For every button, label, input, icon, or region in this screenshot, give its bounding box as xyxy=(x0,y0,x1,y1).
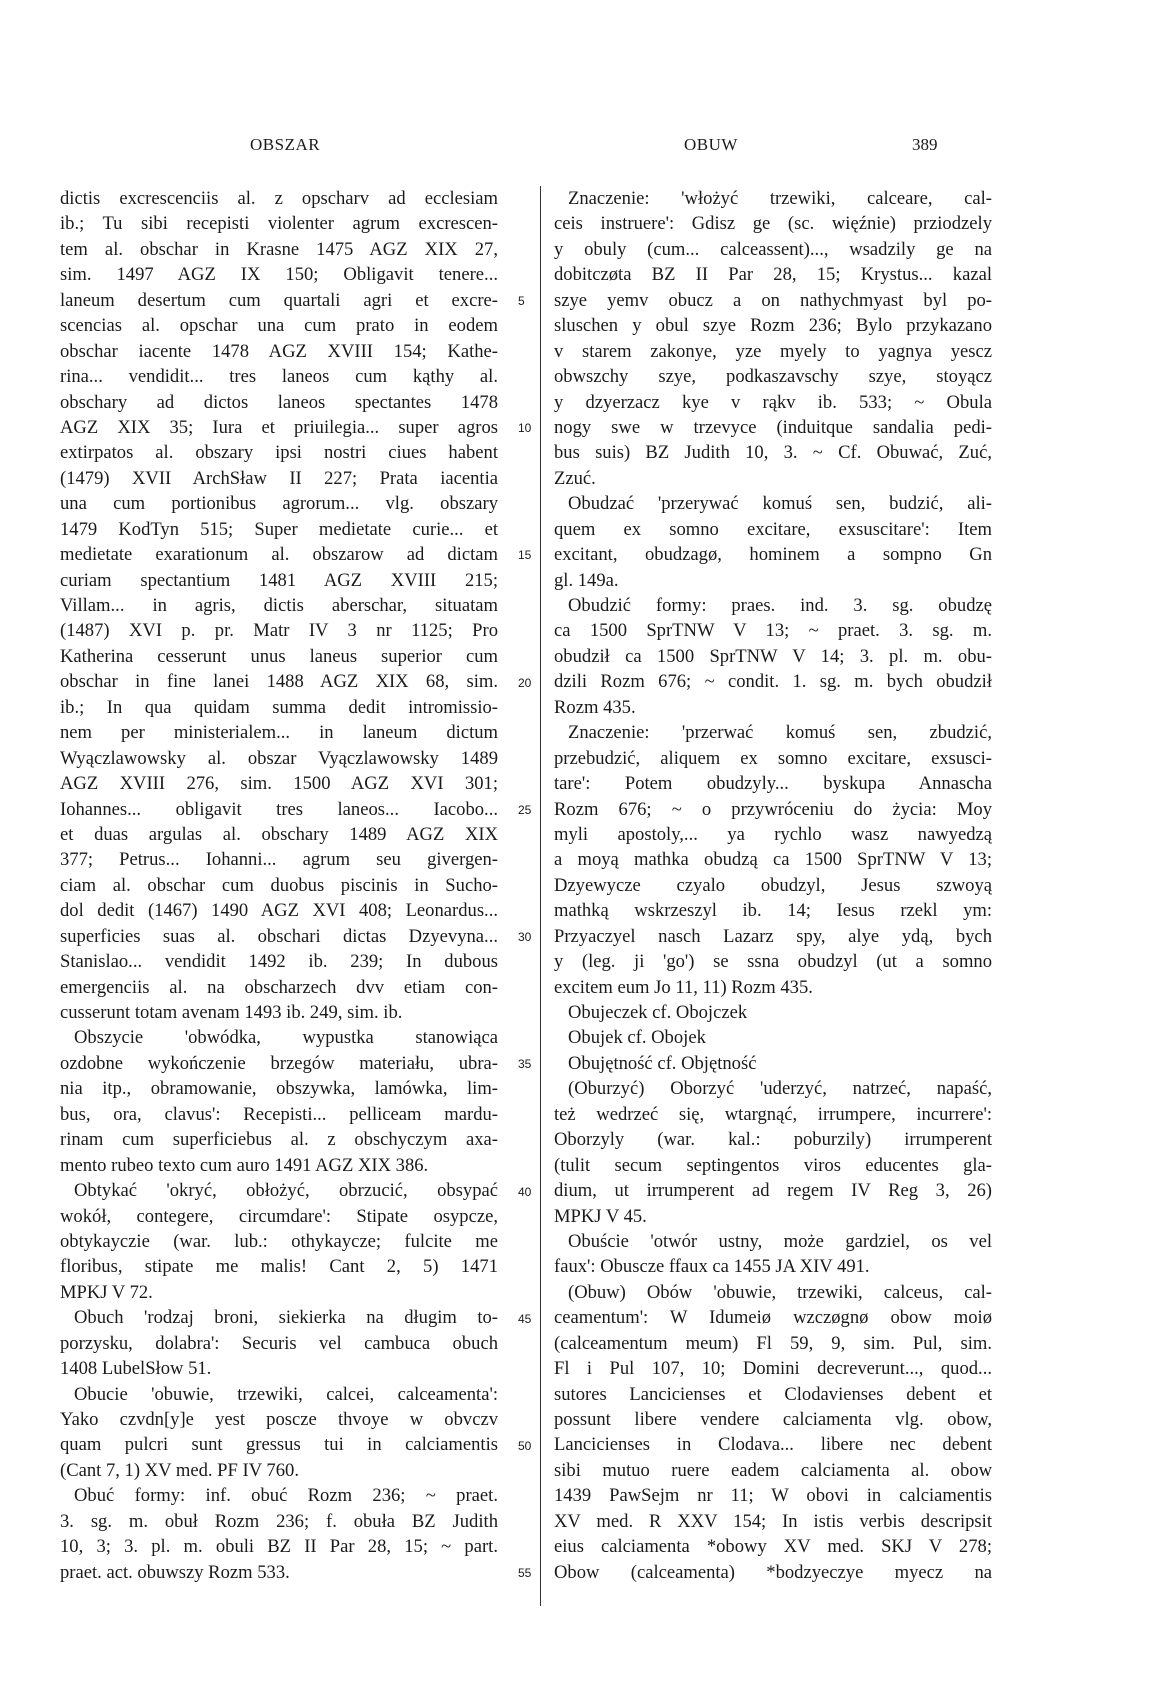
text-line: dol dedit (1467) 1490 AGZ XVI 408; Leonardus... xyxy=(60,900,498,922)
text-line: 1439 PawSejm nr 11; W obovi in calciamentis xyxy=(554,1485,992,1507)
text-line: Yako czvdn[y]e yest poscze thvoye w obvczv xyxy=(60,1409,498,1430)
text-line: dictis excrescenciis al. z opscharv ad ecclesiam xyxy=(60,188,498,209)
text-line: Lancicienses in Clodava... libere nec debent xyxy=(554,1434,992,1456)
text-line: sibi mutuo ruere eadem calciamenta al. obow xyxy=(554,1459,992,1481)
text-line: Obudzić formy: praes. ind. 3. sg. obudzę xyxy=(568,595,992,616)
text-line: 377; Petrus... Iohanni... agrum seu givergen- xyxy=(60,849,498,871)
text-line: ceamentum': W Idumeiø wzczøgnø obow moiø xyxy=(554,1307,992,1329)
running-head-left: OBSZAR xyxy=(250,135,321,154)
text-line: (tulit secum septingentos viros educentes gla- xyxy=(554,1154,992,1176)
text-line: Obujętność cf. Objętność xyxy=(568,1052,757,1074)
page-number: 389 xyxy=(912,135,938,154)
line-number: 10 xyxy=(518,421,532,436)
text-line: (1487) XVI p. pr. Matr IV 3 nr 1125; Pro xyxy=(60,620,498,642)
text-line: medietate exarationum al. obszarow ad dictam xyxy=(60,544,498,566)
text-line: Dzyewycze czyalo obudzyl, Jesus szwoyą xyxy=(554,874,992,896)
text-line: sluschen y obul szye Rozm 236; Bylo przykazano xyxy=(554,315,992,337)
column-rule xyxy=(540,186,541,1606)
line-number: 20 xyxy=(518,675,532,690)
text-line: et duas argulas al. obschary 1489 AGZ XIX xyxy=(60,823,498,845)
text-line: Oborzyly (war. kal.: poburzily) irrumperent xyxy=(554,1129,992,1151)
text-line: AGZ XIX 35; Iura et priuilegia... super agros xyxy=(60,416,498,438)
text-line: quem ex somno excitare, exsuscitare': Item xyxy=(554,518,992,540)
right-column xyxy=(554,186,992,1585)
text-line: Obujek cf. Obojek xyxy=(568,1027,706,1049)
text-line: Obuć formy: inf. obuć Rozm 236; ~ praet. xyxy=(74,1485,498,1507)
text-line: faux': Obuscze ffaux ca 1455 JA XIV 491. xyxy=(554,1256,870,1278)
text-line: floribus, stipate me malis! Cant 2, 5) 1471 xyxy=(60,1256,498,1278)
text-line: una cum portionibus agrorum... vlg. obszary xyxy=(60,493,498,515)
text-line: gl. 149a. xyxy=(554,569,619,591)
text-line: cusserunt totam avenam 1493 ib. 249, sim. ib. xyxy=(60,1002,403,1023)
text-line: Zzuć. xyxy=(554,467,596,489)
text-line: ca 1500 SprTNW V 13; ~ praet. 3. sg. m. xyxy=(554,620,992,642)
text-line: excitem eum Jo 11, 11) Rozm 435. xyxy=(554,976,813,998)
text-line: (calceamentum meum) Fl 59, 9, sim. Pul, sim. xyxy=(554,1332,992,1354)
text-line: MPKJ V 72. xyxy=(60,1281,153,1303)
text-line: myli apostoly,... ya rychlo wasz nawyedzą xyxy=(554,823,992,845)
text-line: Obuście 'otwór ustny, może gardziel, os vel xyxy=(568,1230,992,1252)
text-line: tem al. obschar in Krasne 1475 AGZ XIX 27, xyxy=(60,238,498,260)
text-line: przebudzić, aliquem ex somno excitare, exsusci- xyxy=(554,747,992,769)
text-line: laneum desertum cum quartali agri et excre- xyxy=(60,289,498,311)
text-line: Villam... in agris, dictis aberschar, situatam xyxy=(60,595,498,616)
text-line: ozdobne wykończenie brzegów materiału, ubra- xyxy=(60,1052,498,1074)
text-line: dzili Rozm 676; ~ condit. 1. sg. m. bych obudził xyxy=(554,671,992,693)
text-line: y (leg. ji 'go') se ssna obudzyl (ut a somno xyxy=(554,951,992,973)
text-line: (1479) XVII ArchSław II 227; Prata iacentia xyxy=(60,467,498,489)
text-line: 3. sg. m. obuł Rozm 236; f. obuła BZ Judith xyxy=(60,1510,498,1532)
line-number: 55 xyxy=(518,1566,532,1581)
text-line: y obuly (cum... calceassent)..., wsadzily ge na xyxy=(554,238,992,260)
text-line: excitant, obudzagø, hominem a sompno Gn xyxy=(554,544,992,566)
text-line: Znaczenie: 'przerwać komuś sen, zbudzić, xyxy=(568,722,992,744)
text-line: extirpatos al. obszary ipsi nostri ciues habent xyxy=(60,442,498,464)
text-line: nogy swe w trzevyce (induitque sandalia pedi- xyxy=(554,416,992,438)
text-line: mathką wskrzeszyl ib. 14; Iesus rzekl ym: xyxy=(554,900,992,922)
text-line: wokół, contegere, circumdare': Stipate osypcze, xyxy=(60,1205,498,1227)
text-line: Obow (calceamenta) *bodzyeczye myecz na xyxy=(554,1561,992,1583)
text-line: Stanislao... vendidit 1492 ib. 239; In dubous xyxy=(60,951,498,973)
text-line: sutores Lancicienses et Clodavienses debent et xyxy=(554,1383,992,1405)
text-line: obschar in fine lanei 1488 AGZ XIX 68, sim. xyxy=(60,671,498,693)
line-number: 40 xyxy=(518,1184,532,1199)
text-line: Wyączlawowsky al. obszar Vyączlawowsky 1489 xyxy=(60,747,498,769)
text-line: 1479 KodTyn 515; Super medietate curie... et xyxy=(60,518,498,540)
text-line: praet. act. obuwszy Rozm 533. xyxy=(60,1561,290,1583)
text-line: (Oburzyć) Oborzyć 'uderzyć, natrzeć, napaść, xyxy=(568,1078,992,1100)
line-number: 15 xyxy=(518,548,532,563)
text-line: curiam spectantium 1481 AGZ XVIII 215; xyxy=(60,569,498,591)
text-line: obschar iacente 1478 AGZ XVIII 154; Kathe- xyxy=(60,340,498,362)
text-line: Obujeczek cf. Obojczek xyxy=(568,1002,748,1023)
line-number: 5 xyxy=(518,293,525,308)
text-line: Obucie 'obuwie, trzewiki, calcei, calceamenta': xyxy=(74,1383,498,1405)
text-line: Obtykać 'okryć, obłożyć, obrzucić, obsypać xyxy=(74,1180,498,1202)
text-line: dobitczøta BZ II Par 28, 15; Krystus... kazal xyxy=(554,264,992,286)
line-number: 25 xyxy=(518,802,532,817)
text-line: szye yemv obucz a on nathychmyast byl po- xyxy=(554,289,992,311)
text-line: Znaczenie: 'włożyć trzewiki, calceare, cal- xyxy=(568,188,992,209)
text-line: obudził ca 1500 SprTNW V 14; 3. pl. m. obu- xyxy=(554,645,992,667)
text-line: Fl i Pul 107, 10; Domini decreverunt..., quod... xyxy=(554,1358,992,1380)
line-number: 45 xyxy=(518,1311,532,1326)
text-line: Katherina cesserunt unus laneus superior cum xyxy=(60,645,498,667)
line-number: 35 xyxy=(518,1057,532,1072)
text-line: ib.; Tu sibi recepisti violenter agrum excrescen- xyxy=(60,213,498,235)
text-line: rinam cum superficiebus al. z obschyczym axa- xyxy=(60,1129,498,1151)
text-line: Obuch 'rodzaj broni, siekierka na długim to- xyxy=(74,1307,498,1329)
text-line: sim. 1497 AGZ IX 150; Obligavit tenere... xyxy=(60,264,498,286)
text-line: emergenciis al. na obscharzech dvv etiam con- xyxy=(60,976,498,998)
text-line: ib.; In qua quidam summa dedit intromissio- xyxy=(60,696,498,718)
text-line: scencias al. opschar una cum prato in eodem xyxy=(60,315,498,337)
text-line: MPKJ V 45. xyxy=(554,1205,647,1227)
text-line: mento rubeo texto cum auro 1491 AGZ XIX 386. xyxy=(60,1154,429,1176)
left-column xyxy=(60,186,498,1585)
text-line: Rozm 435. xyxy=(554,696,636,718)
text-line: 1408 LubelSłow 51. xyxy=(60,1358,212,1380)
text-line: ceis instruere': Gdisz ge (sc. więźnie) prziodzely xyxy=(554,213,992,235)
text-line: nia itp., obramowanie, obszywka, lamówka, lim- xyxy=(60,1078,498,1100)
text-line: possunt libere vendere calciamenta vlg. obow, xyxy=(554,1409,992,1430)
line-number: 50 xyxy=(518,1439,532,1454)
text-line: obtykayczie (war. lub.: othykaycze; fulcite me xyxy=(60,1230,498,1252)
running-head-right: OBUW xyxy=(684,135,738,154)
text-line: nem per ministerialem... in laneum dictum xyxy=(60,722,498,744)
text-line: a moyą mathka obudzą ca 1500 SprTNW V 13; xyxy=(554,849,992,871)
text-line: ciam al. obschar cum duobus piscinis in Sucho- xyxy=(60,874,498,896)
text-line: 10, 3; 3. pl. m. obuli BZ II Par 28, 15; ~ part. xyxy=(60,1536,498,1558)
text-line: quam pulcri sunt gressus tui in calciamentis xyxy=(60,1434,498,1456)
text-line: Rozm 676; ~ o przywróceniu do życia: Moy xyxy=(554,798,992,820)
text-line: (Obuw) Obów 'obuwie, trzewiki, calceus, cal- xyxy=(568,1281,992,1303)
text-line: eius calciamenta *obowy XV med. SKJ V 278; xyxy=(554,1536,992,1558)
text-line: v starem zakonye, yze myely to yagnya yescz xyxy=(554,340,992,362)
text-line: bus suis) BZ Judith 10, 3. ~ Cf. Obuwać, Zuć, xyxy=(554,442,992,464)
text-line: dium, ut irrumperent ad regem IV Reg 3, 26) xyxy=(554,1180,992,1202)
text-line: tare': Potem obudzyly... byskupa Annascha xyxy=(554,773,992,795)
text-line: Iohannes... obligavit tres laneos... Iacobo... xyxy=(60,798,498,820)
text-line: też wedrzeć się, wtargnąć, irrumpere, incurrere': xyxy=(554,1103,992,1125)
text-line: (Cant 7, 1) XV med. PF IV 760. xyxy=(60,1459,299,1481)
text-line: AGZ XVIII 276, sim. 1500 AGZ XVI 301; xyxy=(60,773,498,795)
text-line: obschary ad dictos laneos spectantes 1478 xyxy=(60,391,498,413)
text-line: porzysku, dolabra': Securis vel cambuca obuch xyxy=(60,1332,498,1354)
text-line: obwszchy szye, podkaszavschy szye, stoyącz xyxy=(554,366,992,388)
text-line: rina... vendidit... tres laneos cum kąthy al. xyxy=(60,366,498,388)
text-line: Obudzać 'przerywać komuś sen, budzić, ali- xyxy=(568,493,992,515)
text-line: Obszycie 'obwódka, wypustka stanowiąca xyxy=(74,1027,498,1049)
text-line: y dzyerzacz kye v rąkv ib. 533; ~ Obula xyxy=(554,391,992,413)
text-line: superficies suas al. obschari dictas Dzyevyna... xyxy=(60,925,498,947)
text-line: XV med. R XXV 154; In istis verbis descripsit xyxy=(554,1510,992,1532)
line-number: 30 xyxy=(518,930,532,945)
text-line: Przyaczyel nasch Lazarz spy, alye ydą, bych xyxy=(554,925,992,947)
text-line: bus, ora, clavus': Recepisti... pelliceam mardu- xyxy=(60,1103,498,1125)
